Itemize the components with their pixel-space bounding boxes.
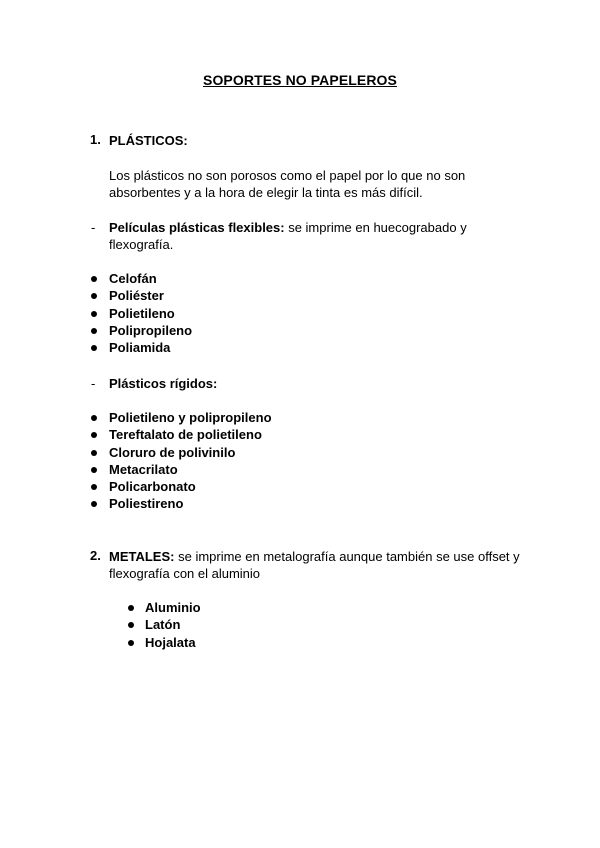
sub-1-line1 — [109, 219, 529, 236]
bullet-icon — [91, 484, 97, 490]
bullet-icon — [91, 311, 97, 317]
section-2-text: se imprime en metalografía aunque también se use offset y — [174, 549, 520, 564]
section-2-heading: METALES: — [109, 549, 175, 564]
rigid-plastics-list — [109, 409, 272, 513]
list-item: Aluminio — [145, 599, 201, 616]
list-item: Polietileno y polipropileno — [109, 409, 272, 426]
metals-list — [145, 599, 201, 651]
list-item: Polietileno — [109, 305, 192, 322]
bullet-icon — [91, 415, 97, 421]
sub-1-dash: - — [91, 220, 96, 235]
bullet-icon — [91, 293, 97, 299]
section-1-number: 1. — [90, 132, 101, 147]
section-2-line1 — [109, 548, 549, 565]
bullet-icon — [91, 501, 97, 507]
section-1-heading: PLÁSTICOS: — [109, 133, 188, 148]
bullet-icon — [91, 467, 97, 473]
page-title: SOPORTES NO PAPELEROS — [203, 72, 397, 88]
list-item: Poliéster — [109, 287, 192, 304]
bullet-icon — [91, 450, 97, 456]
section-1-intro-line2: absorbentes y a la hora de elegir la tinta es más difícil. — [109, 185, 423, 200]
bullet-icon — [91, 328, 97, 334]
sub-1-line2: flexografía. — [109, 237, 174, 252]
section-1-intro-line1: Los plásticos no son porosos como el papel por lo que no son — [109, 168, 466, 183]
list-item: Hojalata — [145, 634, 201, 651]
list-item: Polipropileno — [109, 322, 192, 339]
list-item: Celofán — [109, 270, 192, 287]
list-item: Cloruro de polivinilo — [109, 444, 272, 461]
bullet-icon — [91, 276, 97, 282]
list-item: Tereftalato de polietileno — [109, 426, 272, 443]
sub-1-text: se imprime en huecograbado y — [284, 220, 467, 235]
sub-2-dash: - — [91, 376, 96, 391]
list-item: Metacrilato — [109, 461, 272, 478]
bullet-icon — [128, 622, 134, 628]
sub-1-label: Películas plásticas flexibles: — [109, 220, 285, 235]
list-item: Poliamida — [109, 339, 192, 356]
section-2-number: 2. — [90, 548, 101, 563]
list-item: Policarbonato — [109, 478, 272, 495]
list-item: Latón — [145, 616, 201, 633]
sub-2-label: Plásticos rígidos: — [109, 376, 218, 391]
bullet-icon — [128, 605, 134, 611]
bullet-icon — [91, 345, 97, 351]
flexible-plastics-list — [109, 270, 192, 356]
list-item: Poliestireno — [109, 495, 272, 512]
bullet-icon — [91, 432, 97, 438]
bullet-icon — [128, 640, 134, 646]
section-2-line2: flexografía con el aluminio — [109, 566, 261, 581]
